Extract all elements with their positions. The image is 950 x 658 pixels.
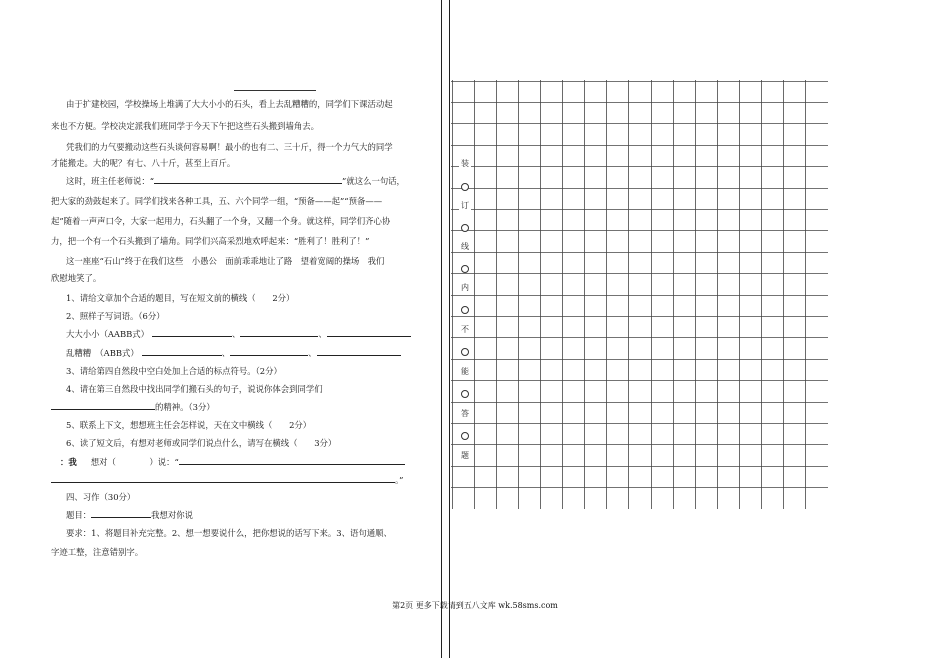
question-2-abb-row [66,347,401,359]
reading-passage [0,0,440,658]
paragraph-3-line-3: 起”随着一声声口令，大家一起用力，石头翻了一个身，又翻一个身。就这样，同学们齐心协 [51,216,391,226]
binding-circle-icon [461,390,469,398]
binding-circle-icon [461,183,469,191]
writing-grid[interactable] [451,80,828,509]
aabb-blank-3[interactable] [327,328,411,337]
passage-title-blank[interactable] [234,90,316,91]
composition-title-blank[interactable] [91,509,151,518]
aabb-blank-2[interactable] [240,328,318,337]
binding-char: 题 [461,451,469,460]
question-6-blank-1[interactable] [179,456,405,465]
aabb-example: 大大小小（AABB式） [66,329,150,339]
binding-circle-icon [461,224,469,232]
question-4-line-1: 4、请在第三自然段中找出同学们搬石头的句子，说说你体会到同学们 [66,384,323,394]
composition-title-text: 我想对你说 [151,510,193,520]
paragraph-3-line-1-start: 这时，班主任老师说：“ [66,176,155,186]
writing-grid-lines [451,80,828,509]
separator: 、 [232,329,241,339]
page-footer: 第2页 更多下载请到五八文库 wk.58sms.com [392,601,558,610]
page-divider-line [441,0,442,658]
question-1: 1、请给文章加个合适的题目，写在短文前的横线（ 2分） [66,293,295,303]
paragraph-2-line-2: 才能搬走。大的呢？有七、八十斤，甚至上百斤。 [51,158,236,168]
question-6-answer-line-1 [60,456,405,468]
question-4-line-2-text: 的精神。（3分） [155,402,215,412]
composition-title-row [66,509,193,521]
question-6-blank-2[interactable] [51,474,395,483]
binding-char: 线 [461,242,469,251]
paragraph-3-line-2: 把大家的劲鼓起来了。同学们找来各种工具，五、六个同学一组，“预备——起”“预备—— [51,196,383,206]
composition-requirements-line-1: 要求：1、将题目补充完整。2、想一想要说什么，把你想说的话写下来。3、语句通顺、 [66,528,392,538]
question-2-aabb-row [66,328,411,340]
abb-example: 乱糟糟 （ABB式） [66,348,139,358]
composition-heading: 四、习作（30分） [66,492,136,502]
separator: 、 [308,348,317,358]
binding-char: 答 [461,409,469,418]
question-2: 2、照样子写词语。（6分） [66,311,165,321]
binding-char: 订 [461,201,469,210]
paragraph-4-line-2: 欣慰地笑了。 [51,273,102,283]
question-3: 3、请给第四自然段中空白处加上合适的标点符号。（2分） [66,366,282,376]
question-6-prompt: 想对（ ）说：“ [90,457,179,467]
paragraph-1-line-2: 来也不方便。学校决定派我们班同学于今天下午把这些石头搬到墙角去。 [51,121,319,131]
separator: 、 [221,348,231,358]
separator: 、 [318,329,327,339]
paragraph-3-line-4: 力，把一个有一个石头搬到了墙角。同学们兴高采烈地欢呼起来：“胜利了！胜利了！” [51,236,370,246]
spirit-blank[interactable] [51,401,155,410]
binding-char: 内 [461,283,469,292]
abb-blank-2[interactable] [230,347,308,356]
question-6-end: 。” [395,475,404,485]
binding-char: 不 [461,325,469,334]
abb-blank-3[interactable] [317,347,401,356]
question-5: 5、联系上下文，想想班主任会怎样说，天在文中横线（ 2分） [66,420,312,430]
teacher-quote-blank[interactable] [154,175,342,184]
question-6: 6、读了短文后，有想对老师或同学们说点什么，请写在横线（ 3分） [66,438,337,448]
question-6-answer-line-2 [51,474,403,486]
paragraph-2-line-1: 凭我们的力气要搬动这些石头谈何容易啊！最小的也有二、三十斤，得一个力气大的同学 [66,142,393,152]
composition-title-label: 题目： [66,510,92,520]
binding-circle-icon [461,265,469,273]
aabb-blank-1[interactable] [152,328,232,337]
binding-char: 装 [461,159,469,168]
question-4-line-2 [51,401,215,413]
composition-requirements-line-2: 字迹工整，注意错别字。 [51,547,144,557]
abb-blank-1[interactable] [142,347,222,356]
paragraph-4-line-1: 这一座座“石山”终于在我们这些 小愚公 面前乖乖地让了路 望着宽阔的操场 我们 [66,256,385,266]
binding-circle-icon [461,348,469,356]
paragraph-3-line-1-end: ”就这么一句话， [342,176,405,186]
binding-circle-icon [461,306,469,314]
paragraph-3-line-1 [66,175,405,187]
binding-line [449,0,450,658]
paragraph-1-line-1: 由于扩建校园，学校操场上堆满了大大小小的石头，看上去乱糟糟的，同学们下课活动起 [66,99,393,109]
binding-char: 能 [461,367,469,376]
question-6-me: ：我 [60,457,77,467]
binding-circle-icon [461,432,469,440]
